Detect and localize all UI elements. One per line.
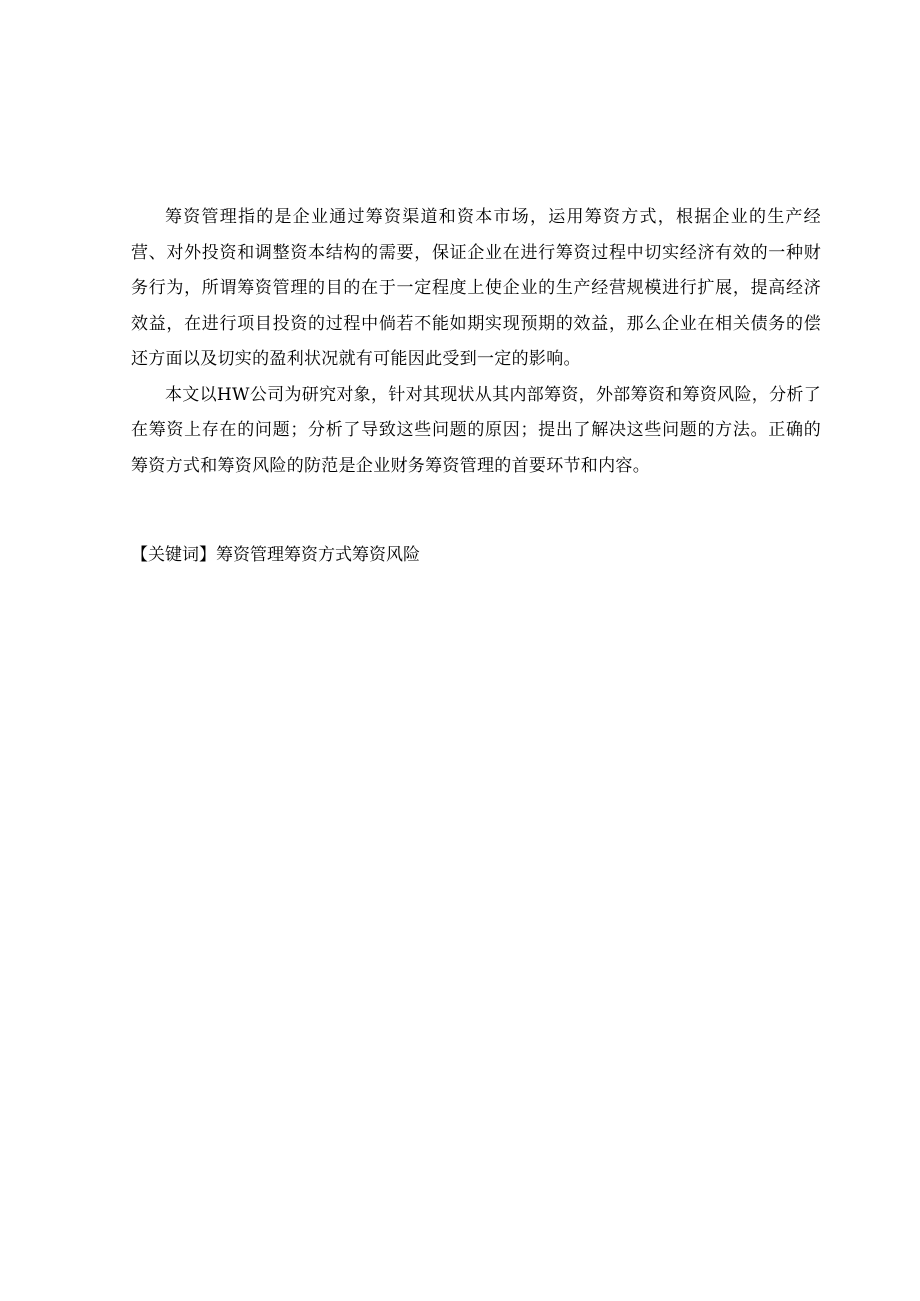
abstract-paragraph-2: 本文以HW公司为研究对象，针对其现状从其内部筹资，外部筹资和筹资风险，分析了在筹资上存在的问题；分析了导致这些问题的原因；提出了解决这些问题的方法。正确的筹资方式和筹资风险的防范是企业财务筹资管理的首要环节和内容。 bbox=[131, 384, 821, 476]
abstract-paragraph-1: 筹资管理指的是企业通过筹资渠道和资本市场，运用筹资方式，根据企业的生产经营、对外投资和调整资本结构的需要，保证企业在进行筹资过程中切实经济有效的一种财务行为，所谓筹资管理的目的在于一定程度上使企业的生产经营规模进行扩展，提高经济效益，在进行项目投资的过程中倘若不能如期实现预期的效益，那么企业在相关债务的偿还方面以及切实的盈利状况就有可能因此受到一定的影响。 bbox=[131, 207, 821, 369]
keywords-terms: 筹资管理筹资方式筹资风险 bbox=[216, 545, 420, 565]
abstract-section bbox=[131, 200, 821, 484]
keywords-line bbox=[131, 538, 821, 573]
keywords-label: 【关键词】 bbox=[131, 545, 216, 565]
